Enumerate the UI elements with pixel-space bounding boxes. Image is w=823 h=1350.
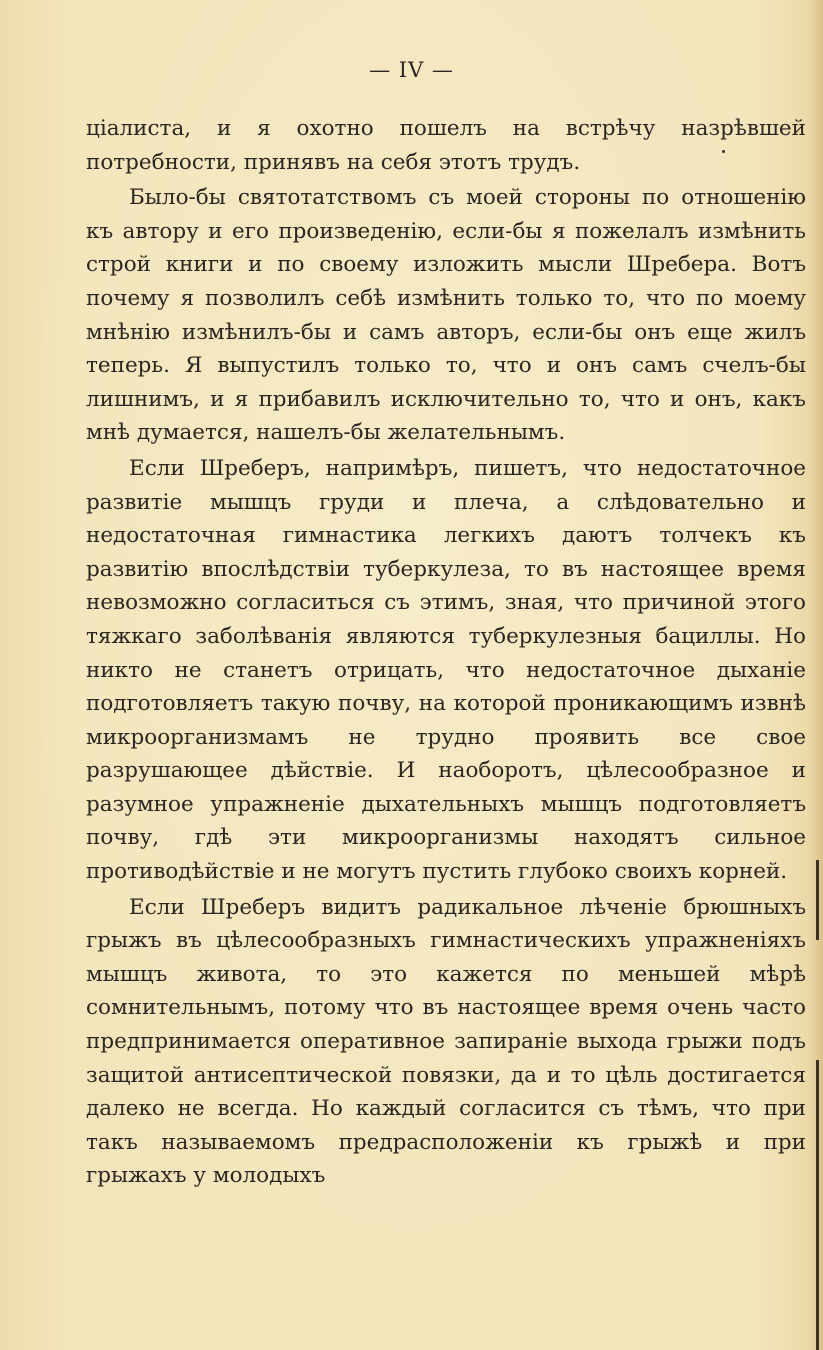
page-edge-mark bbox=[816, 860, 819, 940]
page-edge-mark bbox=[816, 1060, 819, 1350]
paragraph: Если Шреберъ, напримѣръ, пишетъ, что недостаточное развитіе мышцъ груди и плеча, а слѣдовательно и недостаточная гимнастика легкихъ даютъ толчекъ къ развитію впослѣдствіи туберкулеза, то въ настоящее время невозможно согласиться съ этимъ, зная, что причиной этого тяжкаго заболѣванія являются туберкулезныя бациллы. Но никто не станетъ отрицать, что недостаточное дыханіе подготовляетъ такую почву, на которой проникающимъ извнѣ микроорганизмамъ не трудно проявить все свое разрушающее дѣйствіе. И наоборотъ, цѣлесообразное и разумное упражненіе дыхательныхъ мышцъ подготовляетъ почву, гдѣ эти микроорганизмы находятъ сильное противодѣйствіе и не могутъ пустить глубоко своихъ корней. bbox=[86, 455, 806, 885]
body-text bbox=[86, 112, 806, 1193]
page-number-header: — IV — bbox=[369, 58, 454, 82]
paragraph-continued: ціалиста, и я охотно пошелъ на встрѣчу назрѣвшей потребности, принявъ на себя этотъ трудъ. bbox=[86, 116, 806, 175]
paragraph: Было-бы святотатствомъ съ моей стороны по отношенію къ автору и его произведенію, если-бы я пожелалъ измѣнить строй книги и по своему изложить мысли Шребера. Вотъ почему я позволилъ себѣ измѣнить только то, что по моему мнѣнію измѣнилъ-бы и самъ авторъ, если-бы онъ еще жилъ теперь. Я выпустилъ только то, что и онъ самъ счелъ-бы лишнимъ, и я прибавилъ исключительно то, что и онъ, какъ мнѣ думается, нашелъ-бы желательнымъ. bbox=[86, 185, 806, 446]
paragraph: Если Шреберъ видитъ радикальное лѣченіе брюшныхъ грыжъ въ цѣлесообразныхъ гимнастическихъ упражненіяхъ мышцъ живота, то это кажется по меньшей мѣрѣ сомнительнымъ, потому что въ настоящее время очень часто предпринимается оперативное запираніе выхода грыжи подъ защитой антисептической повязки, да и то цѣль достигается далеко не всегда. Но каждый согласится съ тѣмъ, что при такъ называемомъ предрасположеніи къ грыжѣ и при грыжахъ у молодыхъ bbox=[86, 894, 806, 1189]
